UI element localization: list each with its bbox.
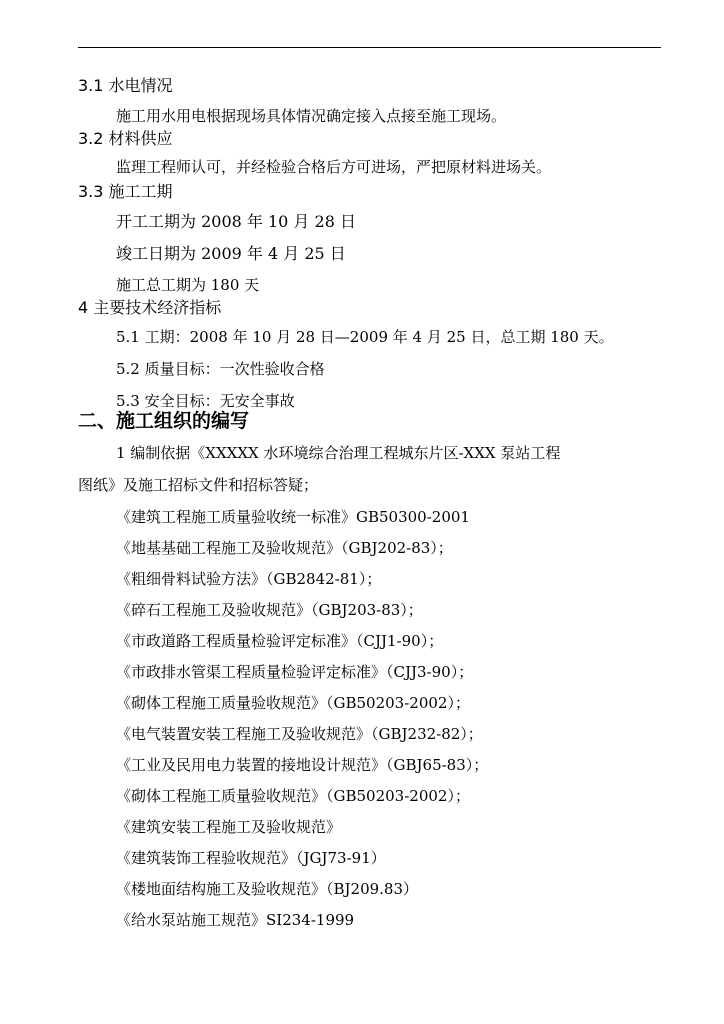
reference-item: 《建筑装饰工程验收规范》（JGJ73-91） [116,849,386,867]
start-date-line: 开工工期为 2008 年 10 月 28 日 [116,212,356,231]
chapter-title: 二、施工组织的编写 [78,410,250,432]
reference-item: 《建筑工程施工质量验收统一标准》GB50300-2001 [116,508,470,526]
indicator-safety: 5.3 安全目标：无安全事故 [116,392,295,410]
reference-item: 《砌体工程施工质量验收规范》（GB50203-2002）； [116,694,470,712]
paragraph-water-power: 施工用水用电根据现场具体情况确定接入点接至施工现场。 [116,107,507,125]
basis-line-1: 1 编制依据《XXXXX 水环境综合治理工程城东片区-XXX 泵站工程 [116,444,561,462]
reference-item: 《地基基础工程施工及验收规范》（GBJ202-83）； [116,539,453,557]
reference-item: 《建筑安装工程施工及验收规范》 [116,818,342,836]
paragraph-material-supply: 监理工程师认可，并经检验合格后方可进场，严把原材料进场关。 [116,158,552,176]
finish-date-line: 竣工日期为 2009 年 4 月 25 日 [116,244,346,263]
total-duration-line: 施工总工期为 180 天 [116,276,260,294]
section-heading-4: 4 主要技术经济指标 [78,298,222,317]
section-heading-3-3: 3.3 施工工期 [78,182,173,201]
indicator-schedule: 5.1 工期：2008 年 10 月 28 日—2009 年 4 月 25 日，总工期 180 天。 [116,328,614,346]
reference-item: 《粗细骨料试验方法》（GB2842-81）； [116,570,382,588]
reference-item: 《市政排水管渠工程质量检验评定标准》（CJJ3-90）； [116,663,474,681]
reference-item: 《市政道路工程质量检验评定标准》（CJJ1-90）； [116,632,444,650]
reference-item: 《砌体工程施工质量验收规范》（GB50203-2002）； [116,787,470,805]
header-rule [78,47,661,48]
indicator-quality: 5.2 质量目标：一次性验收合格 [116,360,325,378]
basis-line-2: 图纸》及施工招标文件和招标答疑； [78,476,319,494]
reference-item: 《楼地面结构施工及验收规范》（BJ209.83） [116,880,419,898]
reference-item: 《碎石工程施工及验收规范》（GBJ203-83）； [116,601,423,619]
reference-item: 《电气装置安装工程施工及验收规范》（GBJ232-82）； [116,725,483,743]
reference-item: 《工业及民用电力装置的接地设计规范》（GBJ65-83）； [116,756,489,774]
section-heading-3-1: 3.1 水电情况 [78,76,173,95]
section-heading-3-2: 3.2 材料供应 [78,129,173,148]
reference-item: 《给水泵站施工规范》SI234-1999 [116,911,355,929]
